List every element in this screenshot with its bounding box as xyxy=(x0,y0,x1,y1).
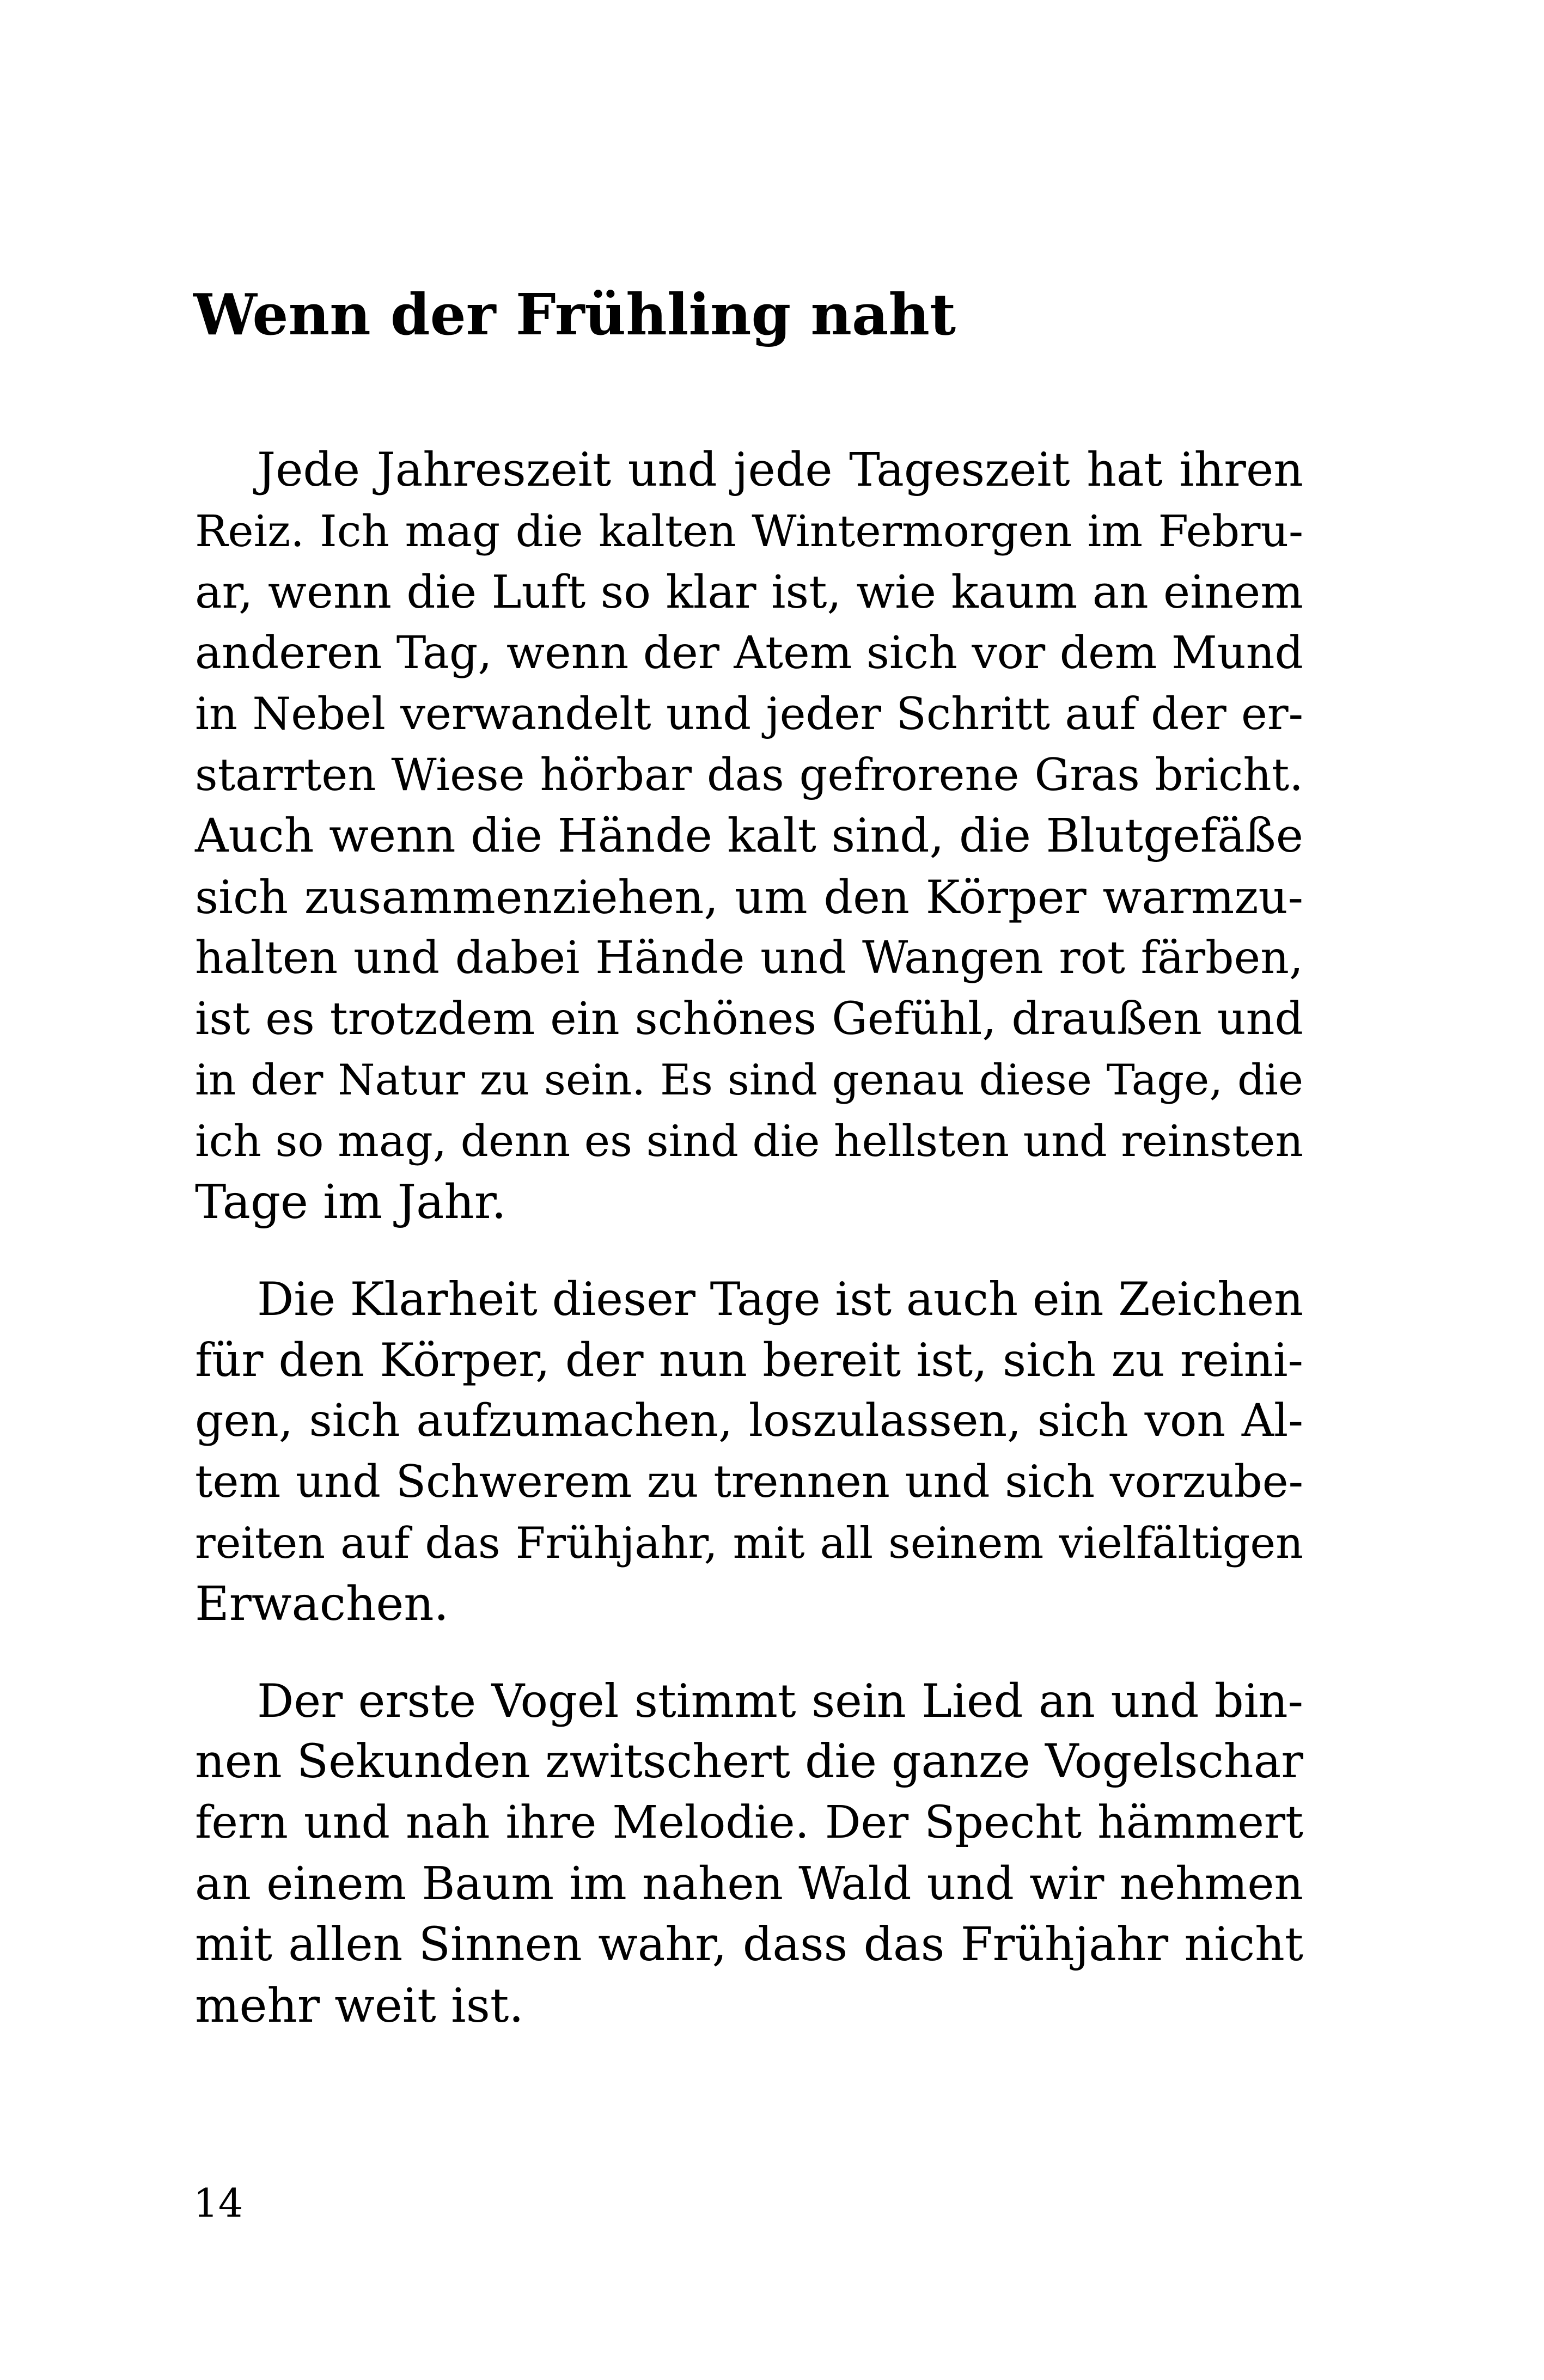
page-number: 14 xyxy=(193,2180,243,2226)
paragraph-2-line-1: Die Klarheit dieser Tage ist auch ein Zeichen xyxy=(257,1272,1304,1326)
paragraph-1-line-6: starrten Wiese hörbar das gefrorene Gras bricht. xyxy=(195,750,1303,801)
paragraph-3-line-1: Der erste Vogel stimmt sein Lied an und bin- xyxy=(257,1674,1303,1728)
paragraph-3-line-5: mit allen Sinnen wahr, dass das Frühjahr nicht xyxy=(195,1918,1303,1972)
paragraph-3-line-4: an einem Baum im nahen Wald und wir nehmen xyxy=(195,1857,1303,1910)
paragraph-1-line-2: Reiz. Ich mag die kalten Wintermorgen im Febru- xyxy=(195,506,1303,556)
paragraph-1-line-9: halten und dabei Hände und Wangen rot färben, xyxy=(195,932,1303,984)
chapter-title: Wenn der Frühling naht xyxy=(193,281,956,348)
paragraph-3-line-6: mehr weit ist. xyxy=(195,1979,524,2033)
paragraph-2-line-2: für den Körper, der nun bereit ist, sich zu reini- xyxy=(195,1333,1303,1387)
paragraph-2-line-4: tem und Schwerem zu trennen und sich vorzube- xyxy=(195,1457,1303,1508)
paragraph-1-line-5: in Nebel verwandelt und jeder Schritt auf der er- xyxy=(195,689,1303,740)
paragraph-1-line-10: ist es trotzdem ein schönes Gefühl, draußen und xyxy=(195,993,1303,1045)
paragraph-2-line-3: gen, sich aufzumachen, loszulassen, sich von Al- xyxy=(195,1395,1303,1447)
paragraph-1-line-7: Auch wenn die Hände kalt sind, die Blutgefäße xyxy=(195,809,1303,863)
paragraph-1-line-3: ar, wenn die Luft so klar ist, wie kaum an einem xyxy=(195,566,1303,619)
paragraph-3-line-3: fern und nah ihre Melodie. Der Specht hämmert xyxy=(195,1797,1303,1849)
paragraph-2-line-6: Erwachen. xyxy=(195,1577,449,1631)
paragraph-1-line-13: Tage im Jahr. xyxy=(195,1175,506,1229)
paragraph-1-line-8: sich zusammenziehen, um den Körper warmzu- xyxy=(195,871,1303,924)
paragraph-1-line-12: ich so mag, denn es sind die hellsten und reinsten xyxy=(195,1116,1303,1166)
paragraph-1-line-4: anderen Tag, wenn der Atem sich vor dem Mund xyxy=(195,627,1303,679)
paragraph-2-line-5: reiten auf das Frühjahr, mit all seinem vielfältigen xyxy=(195,1518,1303,1568)
paragraph-1-line-11: in der Natur zu sein. Es sind genau diese Tage, die xyxy=(195,1056,1303,1105)
paragraph-3-line-2: nen Sekunden zwitschert die ganze Vogelschar xyxy=(195,1735,1303,1789)
paragraph-1-line-1: Jede Jahreszeit und jede Tageszeit hat ihren xyxy=(257,443,1303,497)
